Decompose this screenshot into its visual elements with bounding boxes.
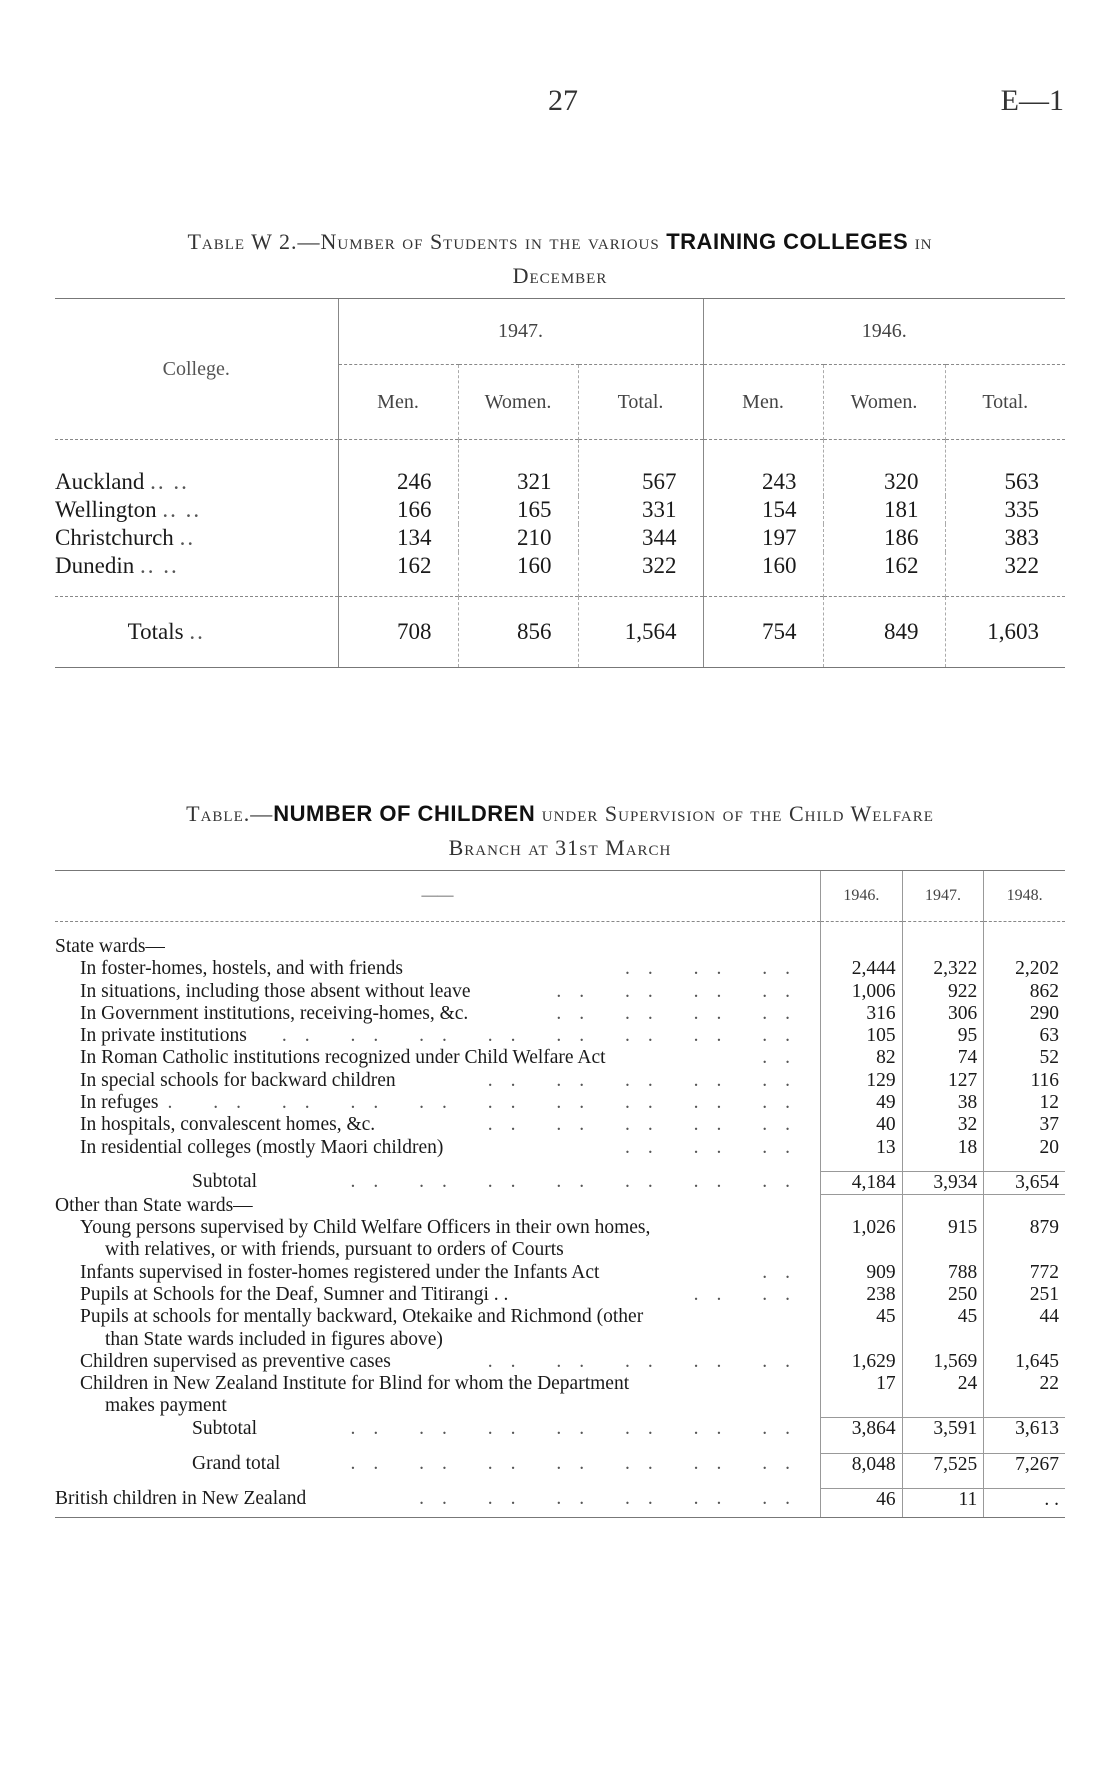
- cell: 197: [703, 524, 823, 552]
- other-wards-heading: Other than State wards—: [55, 1194, 253, 1216]
- cell: 46: [820, 1488, 902, 1517]
- row-label: Pupils at Schools for the Deaf, Sumner and Titirangi . .: [80, 1283, 509, 1305]
- cell: 290: [984, 1003, 1065, 1025]
- table-row: [55, 1003, 1065, 1025]
- table2-title-prefix: Table.—: [186, 801, 274, 826]
- row-label: Young persons supervised by Child Welfare Officers in their own homes,: [80, 1217, 651, 1239]
- table-row: [55, 1092, 1065, 1114]
- cell: 40: [820, 1114, 902, 1136]
- cell: 32: [902, 1114, 984, 1136]
- row-label: In Roman Catholic institutions recognized under Child Welfare Act: [80, 1047, 606, 1069]
- page-header: [0, 84, 1114, 124]
- cell: 22: [984, 1373, 1065, 1418]
- table-row: [55, 440, 1065, 497]
- cell: 17: [820, 1373, 902, 1418]
- subtotal-label: Subtotal: [192, 1417, 258, 1439]
- cell: 3,934: [902, 1171, 984, 1194]
- dot-leader: .. .. .. .. .. .. ..: [350, 1171, 808, 1193]
- cell: 322: [945, 552, 1065, 597]
- table1-title-prefix: Table W 2.—Number of Students in the various: [187, 229, 660, 254]
- totals-row: [55, 597, 1065, 668]
- college-header: College.: [55, 299, 338, 440]
- year-1948-header: 1948.: [984, 871, 1065, 922]
- state-wards-heading: State wards—: [55, 936, 165, 957]
- table-row: [55, 1306, 1065, 1351]
- cell: 11: [902, 1488, 984, 1517]
- cell: 1,629: [820, 1351, 902, 1373]
- cell: 45: [902, 1306, 984, 1351]
- cell: 306: [902, 1003, 984, 1025]
- dot-leader: .. .. .. .. .. .. .. .. .. ..: [144, 1092, 808, 1114]
- cell: 3,591: [902, 1418, 984, 1441]
- dot-leader: .. ..: [139, 553, 179, 578]
- cell: 1,645: [984, 1351, 1065, 1373]
- table-row: [55, 958, 1065, 980]
- cell: 856: [458, 597, 578, 668]
- cell: 52: [984, 1047, 1065, 1069]
- cell: 127: [902, 1070, 984, 1092]
- child-welfare-table: [55, 870, 1065, 1518]
- totals-label: Totals: [127, 619, 184, 644]
- cell: 20: [984, 1137, 1065, 1159]
- cell: 1,026: [820, 1217, 902, 1262]
- british-children-row: [55, 1488, 1065, 1517]
- row-label: In special schools for backward children: [80, 1069, 396, 1091]
- cell: 1,603: [945, 597, 1065, 668]
- cell: 320: [823, 440, 945, 497]
- table-row: [55, 1070, 1065, 1092]
- cell: 12: [984, 1092, 1065, 1114]
- cell: 344: [578, 524, 703, 552]
- row-label: In refuges: [80, 1092, 159, 1114]
- cell: 243: [703, 440, 823, 497]
- table-row: [55, 1284, 1065, 1306]
- cell: 251: [984, 1284, 1065, 1306]
- college-name: Christchurch: [55, 525, 174, 550]
- cell: 24: [902, 1373, 984, 1418]
- table-row: [55, 981, 1065, 1003]
- table-row: [55, 1047, 1065, 1069]
- table-row: [55, 1025, 1065, 1047]
- cell: 166: [338, 496, 458, 524]
- cell: 129: [820, 1070, 902, 1092]
- subtotal-row: [55, 1171, 1065, 1194]
- year-1946-header: 1946.: [820, 871, 902, 922]
- table1-title: [55, 225, 1065, 293]
- college-name: Dunedin: [55, 553, 135, 578]
- cell: 2,202: [984, 958, 1065, 980]
- year-1947-header: 1947.: [902, 871, 984, 922]
- section-heading-row: [55, 936, 1065, 958]
- row-label-continuation: than State wards included in figures above): [105, 1328, 443, 1350]
- table-row: [55, 1114, 1065, 1136]
- cell: 116: [984, 1070, 1065, 1092]
- training-colleges-table: [55, 298, 1065, 668]
- dot-leader: .. .. .. .. .. .. ..: [350, 1453, 808, 1475]
- dot-leader: .. ..: [693, 1283, 808, 1305]
- cell: 754: [703, 597, 823, 668]
- cell: 95: [902, 1025, 984, 1047]
- cell: 18: [902, 1137, 984, 1159]
- men-header: Men.: [338, 365, 458, 440]
- subtotal-label: Subtotal: [192, 1171, 258, 1193]
- dot-leader: .. .. .. .. ..: [487, 1114, 808, 1136]
- table1-title-bold: TRAINING COLLEGES: [666, 229, 909, 254]
- table2-title-bold: NUMBER OF CHILDREN: [273, 801, 536, 826]
- cell: 82: [820, 1047, 902, 1069]
- cell: 567: [578, 440, 703, 497]
- cell: 915: [902, 1217, 984, 1262]
- dot-leader: .. .. .. .. ..: [487, 1069, 808, 1091]
- dot-leader: ..: [179, 525, 196, 550]
- row-label: British children in New Zealand: [55, 1488, 307, 1510]
- cell: 250: [902, 1284, 984, 1306]
- dot-leader: ..: [762, 1047, 808, 1069]
- cell: 162: [823, 552, 945, 597]
- row-label: In Government institutions, receiving-homes, &c.: [80, 1002, 469, 1024]
- table-row: [55, 1262, 1065, 1284]
- college-name: Auckland: [55, 469, 145, 494]
- page-code: E—1: [1000, 84, 1064, 117]
- cell: 165: [458, 496, 578, 524]
- dot-leader: .. .. .. .. .. .. .. ..: [281, 1025, 808, 1047]
- cell: 1,564: [578, 597, 703, 668]
- cell: 154: [703, 496, 823, 524]
- cell: 708: [338, 597, 458, 668]
- dot-leader: ..: [189, 619, 205, 644]
- dot-leader: .. .. ..: [624, 958, 808, 980]
- dot-leader: .. .. ..: [624, 1136, 808, 1158]
- table1-title-line2: December: [512, 263, 608, 288]
- cell: 63: [984, 1025, 1065, 1047]
- dot-leader: .. .. .. .. ..: [487, 1350, 808, 1372]
- table2-title: [55, 797, 1065, 865]
- dot-leader: .. ..: [150, 469, 189, 494]
- table-row: [55, 524, 1065, 552]
- cell: 563: [945, 440, 1065, 497]
- row-label: In private institutions: [80, 1025, 247, 1047]
- dot-leader: .. ..: [162, 497, 202, 522]
- cell: 160: [703, 552, 823, 597]
- dot-leader: .. .. .. .. .. ..: [419, 1488, 808, 1510]
- cell: 1,569: [902, 1351, 984, 1373]
- cell: 322: [578, 552, 703, 597]
- cell: 862: [984, 981, 1065, 1003]
- cell: 331: [578, 496, 703, 524]
- cell: 45: [820, 1306, 902, 1351]
- page-number: 27: [548, 84, 578, 117]
- women-header: Women.: [823, 365, 945, 440]
- cell: 3,613: [984, 1418, 1065, 1441]
- cell: 238: [820, 1284, 902, 1306]
- cell: 788: [902, 1262, 984, 1284]
- grand-total-row: [55, 1453, 1065, 1476]
- cell: 7,525: [902, 1453, 984, 1476]
- row-label: Infants supervised in foster-homes registered under the Infants Act: [80, 1261, 600, 1283]
- cell: 909: [820, 1262, 902, 1284]
- dot-leader: .. .. .. ..: [556, 1002, 808, 1024]
- row-label: Children in New Zealand Institute for Blind for whom the Department: [80, 1373, 630, 1395]
- grand-total-label: Grand total: [192, 1453, 281, 1475]
- cell: 4,184: [820, 1171, 902, 1194]
- year-1947-header: 1947.: [338, 299, 703, 365]
- cell: 8,048: [820, 1453, 902, 1476]
- row-label: Children supervised as preventive cases: [80, 1350, 391, 1372]
- cell: 3,864: [820, 1418, 902, 1441]
- cell: 181: [823, 496, 945, 524]
- women-header: Women.: [458, 365, 578, 440]
- table-row: [55, 496, 1065, 524]
- stub-header: ——: [55, 871, 820, 922]
- row-label-continuation: with relatives, or with friends, pursuant to orders of Courts: [105, 1239, 564, 1261]
- table2-title-suffix: under Supervision of the Child Welfare: [541, 801, 934, 826]
- row-label-continuation: makes payment: [105, 1395, 227, 1417]
- table-row: [55, 1351, 1065, 1373]
- cell: 105: [820, 1025, 902, 1047]
- cell: 2,444: [820, 958, 902, 980]
- year-1946-header: 1946.: [703, 299, 1065, 365]
- dot-leader: .. .. .. .. .. .. ..: [350, 1417, 808, 1439]
- table-row: [55, 1217, 1065, 1262]
- cell: 74: [902, 1047, 984, 1069]
- table-row: [55, 552, 1065, 597]
- cell: 210: [458, 524, 578, 552]
- table-row: [55, 1137, 1065, 1159]
- cell: 316: [820, 1003, 902, 1025]
- cell: 7,267: [984, 1453, 1065, 1476]
- row-label: In situations, including those absent without leave: [80, 980, 471, 1002]
- cell: 772: [984, 1262, 1065, 1284]
- table-row: [55, 1373, 1065, 1418]
- cell: 335: [945, 496, 1065, 524]
- cell: 160: [458, 552, 578, 597]
- cell: 162: [338, 552, 458, 597]
- cell: 922: [902, 981, 984, 1003]
- row-label: In foster-homes, hostels, and with friends: [80, 958, 403, 980]
- cell: 879: [984, 1217, 1065, 1262]
- cell: . .: [984, 1488, 1065, 1517]
- cell: 37: [984, 1114, 1065, 1136]
- cell: 13: [820, 1137, 902, 1159]
- cell: 849: [823, 597, 945, 668]
- cell: 1,006: [820, 981, 902, 1003]
- total-header: Total.: [945, 365, 1065, 440]
- section-heading-row: [55, 1195, 1065, 1217]
- table1-title-suffix: in: [914, 229, 933, 254]
- total-header: Total.: [578, 365, 703, 440]
- dot-leader: .. .. .. ..: [556, 980, 808, 1002]
- cell: 2,322: [902, 958, 984, 980]
- college-name: Wellington: [55, 497, 157, 522]
- cell: 134: [338, 524, 458, 552]
- table2-title-line2: Branch at 31st March: [448, 835, 672, 860]
- men-header: Men.: [703, 365, 823, 440]
- row-label: In residential colleges (mostly Maori children): [80, 1136, 444, 1158]
- row-label: In hospitals, convalescent homes, &c.: [80, 1114, 376, 1136]
- cell: 44: [984, 1306, 1065, 1351]
- dot-leader: ..: [762, 1261, 808, 1283]
- cell: 186: [823, 524, 945, 552]
- cell: 3,654: [984, 1171, 1065, 1194]
- cell: 383: [945, 524, 1065, 552]
- cell: 49: [820, 1092, 902, 1114]
- cell: 38: [902, 1092, 984, 1114]
- cell: 246: [338, 440, 458, 497]
- subtotal-row: [55, 1418, 1065, 1441]
- cell: 321: [458, 440, 578, 497]
- row-label: Pupils at schools for mentally backward, Otekaike and Richmond (other: [80, 1306, 644, 1328]
